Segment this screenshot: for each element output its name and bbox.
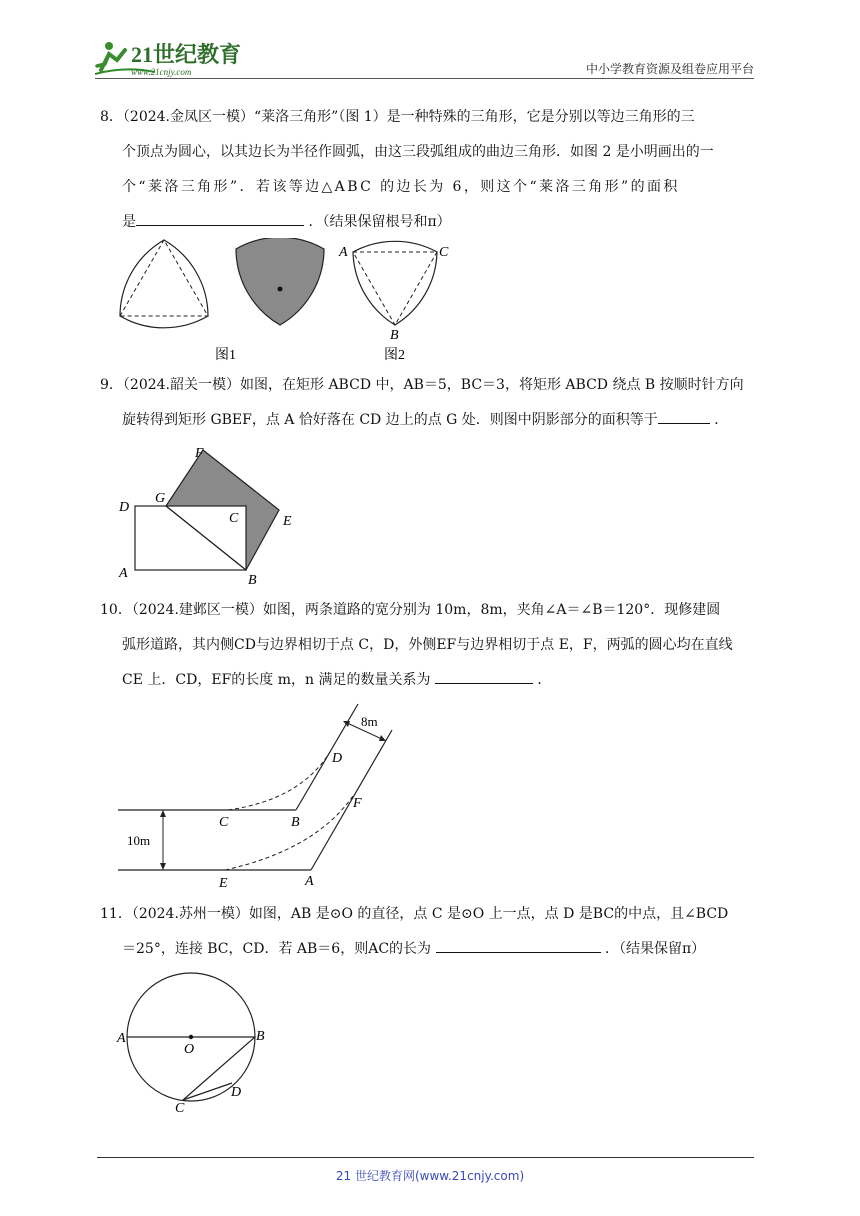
label-f: F [353, 796, 362, 811]
question-8 [100, 100, 760, 240]
question-10 [100, 593, 760, 698]
footer-divider [97, 1157, 754, 1158]
question-text: ＝25°，连接 BC，CD．若 AB＝6，则AC的长为 [122, 941, 432, 957]
question-number: 8． [100, 109, 123, 125]
question-text: （2024.建邺区一模）如图，两条道路的宽分别为 10m，8m，夹角∠A＝∠B＝120°．现修建圆 [131, 602, 721, 618]
q9-figure [115, 440, 305, 588]
reuleaux-figure-abc [338, 241, 449, 343]
answer-blank[interactable] [435, 667, 533, 684]
question-text: （2024.金凤区一模）“莱洛三角形”（图 1）是一种特殊的三角形，它是分别以等边三角形的三 [122, 109, 695, 125]
logo-url: www.21cnjy.com [131, 67, 192, 77]
label-e: E [219, 876, 228, 891]
site-logo [95, 36, 265, 80]
label-d: D [332, 751, 343, 766]
label-d: D [119, 500, 130, 515]
question-text: 个顶点为圆心，以其边长为半径作圆弧，由这三段弧组成的曲边三角形．如图 2 是小明画出的一 [122, 144, 714, 160]
question-9 [100, 368, 760, 438]
label-d: D [231, 1085, 242, 1100]
width-label-8m: 8m [361, 714, 378, 729]
question-number: 9． [100, 377, 123, 393]
q11-figure [115, 972, 275, 1114]
question-text: （2024.韶关一模）如图，在矩形 ABCD 中，AB＝5，BC＝3，将矩形 ABCD 绕点 B 按顺时针方向 [122, 377, 744, 393]
footer-text[interactable]: 21 世纪教育网(www.21cnjy.com) [335, 1169, 525, 1183]
reuleaux-figure-2 [236, 238, 324, 325]
answer-blank[interactable] [136, 209, 304, 226]
label-b: B [390, 328, 399, 343]
label-o: O [184, 1042, 195, 1057]
question-text: 个“莱洛三角形”．若该等边△ABC 的边长为 6，则这个“莱洛三角形”的面积 [122, 179, 680, 195]
label-g: G [155, 491, 166, 506]
label-c: C [439, 245, 449, 260]
label-a: A [339, 245, 348, 260]
label-c: C [219, 815, 229, 830]
question-text: CE 上．CD，EF的长度 m，n 满足的数量关系为 [122, 672, 431, 688]
label-c: C [229, 511, 239, 526]
question-text: （2024.苏州一模）如图，AB 是⊙O 的直径，点 C 是⊙O 上一点，点 D 是BC的中点，且∠BCD [131, 906, 729, 922]
question-11 [100, 897, 760, 967]
width-label-10m: 10m [127, 833, 151, 848]
label-c: C [175, 1101, 185, 1114]
label-b: B [248, 573, 257, 588]
label-b: B [291, 815, 300, 830]
label-f: F [195, 446, 204, 461]
question-text: ．（结果保留π） [604, 941, 706, 957]
logo-text: 21世纪教育 [131, 42, 242, 67]
question-text: 弧形道路，其内侧CD与边界相切于点 C，D，外侧EF与边界相切于点 E，F，两弧的圆心均在直线 [122, 637, 733, 653]
question-text: ．（结果保留根号和π） [308, 214, 451, 230]
label-a: A [117, 1031, 126, 1046]
label-a: A [305, 874, 314, 889]
question-text: ． [537, 672, 552, 688]
question-text: ． [714, 412, 729, 428]
fig2-caption: 图2 [384, 348, 405, 363]
question-number: 11． [100, 906, 132, 922]
question-text: 是 [122, 214, 136, 230]
question-number: 10． [100, 602, 132, 618]
header-divider [95, 78, 754, 79]
q10-figure [115, 700, 405, 892]
fig1-caption: 图1 [215, 348, 236, 363]
reuleaux-figure-1 [120, 240, 208, 328]
label-e: E [283, 514, 292, 529]
answer-blank[interactable] [658, 407, 710, 424]
question-text: 旋转得到矩形 GBEF，点 A 恰好落在 CD 边上的点 G 处．则图中阴影部分的面积等于 [122, 412, 658, 428]
answer-blank[interactable] [436, 936, 601, 953]
header-platform-text: 中小学教育资源及组卷应用平台 [585, 62, 754, 76]
label-a: A [119, 566, 128, 581]
label-b: B [256, 1029, 265, 1044]
q8-figures [115, 238, 455, 366]
